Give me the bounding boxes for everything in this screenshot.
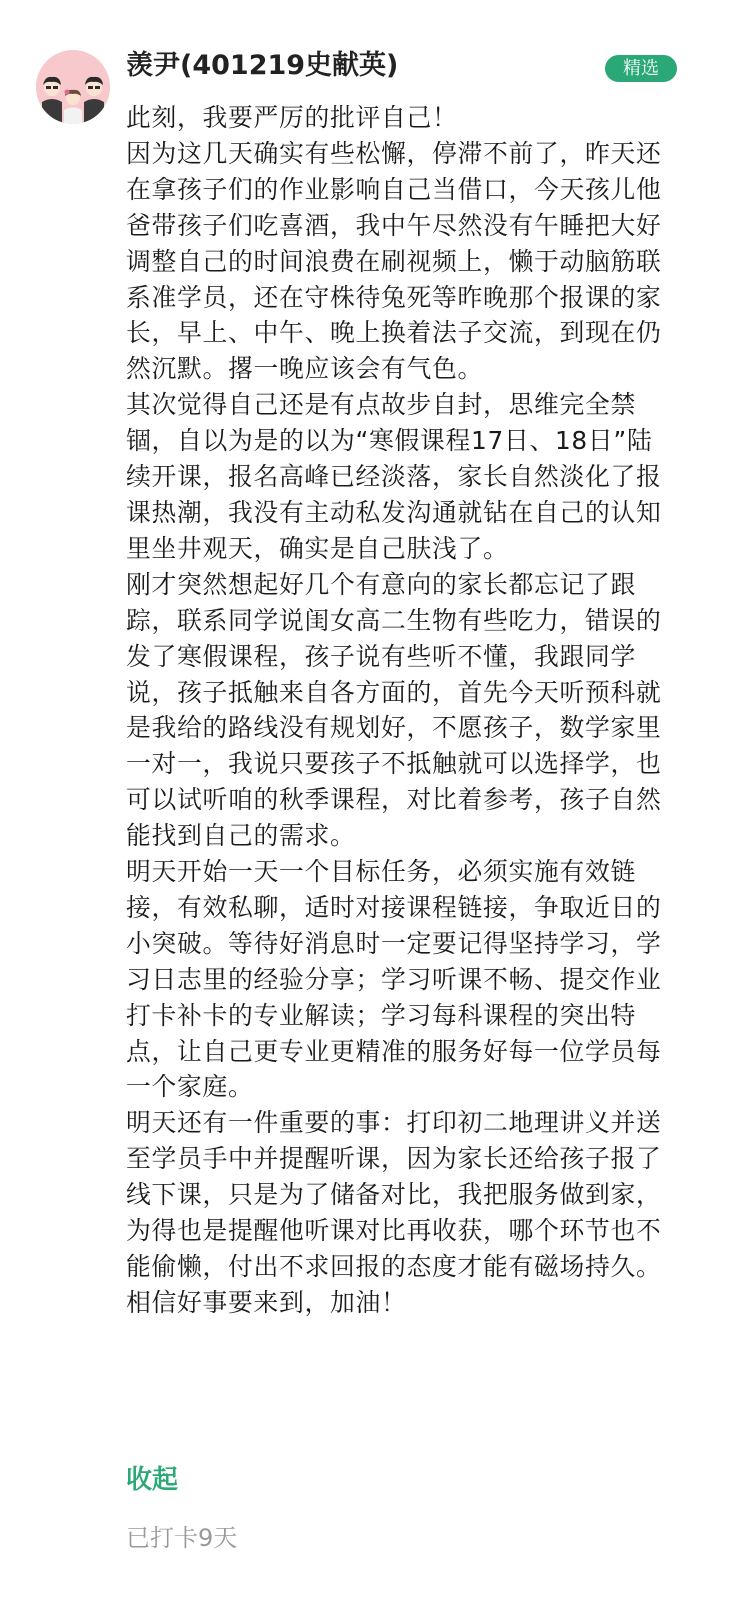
post-paragraph: 明天还有一件重要的事：打印初二地理讲义并送至学员手中并提醒听课，因为家长还给孩子报了线下课，只是为了储备对比，我把服务做到家，为得也是提醒他听课对比再收获，哪个环节也不能偷懒，付出不求回报的态度才能有磁场持久。相信好事要来到，加油！ <box>126 1108 662 1317</box>
post-paragraph: 刚才突然想起好几个有意向的家长都忘记了跟踪，联系同学说闺女高二生物有些吃力，错误的发了寒假课程，孩子说有些听不懂，我跟同学说，孩子抵触来自各方面的，首先今天听预科就是我给的路线没有规划好，不愿孩子，数学家里一对一，我说只要孩子不抵触就可以选择学，也可以试听咱的秋季课程，对比着参考，孩子自然能找到自己的需求。 <box>126 569 662 851</box>
collapse-button[interactable]: 收起 <box>126 1465 179 1495</box>
family-avatar-icon <box>36 50 110 124</box>
avatar[interactable] <box>36 50 110 124</box>
post-paragraph: 因为这几天确实有些松懈，停滞不前了，昨天还在拿孩子们的作业影响自己当借口，今天孩儿他爸带孩子们吃喜酒，我中午尽然没有午睡把大好调整自己的时间浪费在刷视频上，懒于动脑筋联系准学员，还在守株待兔死等昨晚那个报课的家长，早上、中午、晚上换着法子交流，到现在仍然沉默。撂一晚应该会有气色。 <box>126 138 662 384</box>
post-content <box>126 100 674 1321</box>
post-paragraph: 其次觉得自己还是有点故步自封，思维完全禁锢，自以为是的以为“寒假课程17日、18日”陆续开课，报名高峰已经淡落，家长自然淡化了报课热潮，我没有主动私发沟通就钻在自己的认知里坐井观天，确实是自己肤浅了。 <box>126 390 662 563</box>
checkin-status: 已打卡9天 <box>126 1524 238 1552</box>
featured-badge: 精选 <box>605 55 677 82</box>
post-paragraph: 此刻，我要严厉的批评自己！ <box>126 103 458 132</box>
author-name[interactable]: 羡尹(401219史献英) <box>126 50 399 81</box>
post-paragraph: 明天开始一天一个目标任务，必须实施有效链接，有效私聊，适时对接课程链接，争取近日的小突破。等待好消息时一定要记得坚持学习，学习日志里的经验分享；学习听课不畅、提交作业打卡补卡的专业解读；学习每科课程的突出特点，让自己更专业更精准的服务好每一位学员每一个家庭。 <box>126 857 662 1102</box>
